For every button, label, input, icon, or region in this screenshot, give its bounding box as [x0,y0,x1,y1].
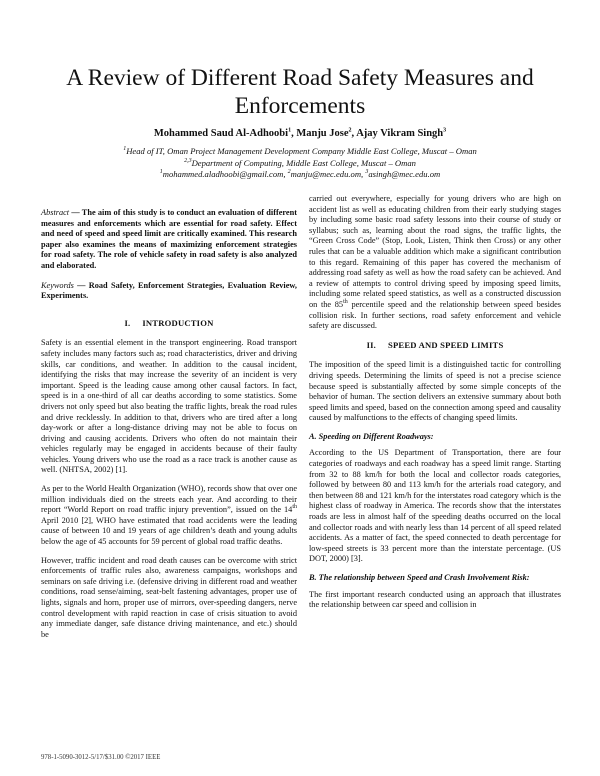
intro-paragraph-1: Safety is an essential element in the transport engineering. Road transport safety includes many factors such as; road characteristics, driver and driving skills, car conditions, and weather. In addition to the causal incident, identifying the risks that may increase the severity of an incident is very important. Speed is the leading cause among other causal factors. In fact, speed is in a one-third of all car deaths according to some statistics. Some drivers not only speed but also beating the traffic lights, break the road rules and drive recklessly. In addition to that, drivers who are tired after a long day-work or after a long-distance driving may not be able to focus on driving and causing accidents. Drivers who often do not maintain their vehicles regularly may be engaged in accidents because of their faulty vehicles. Young drivers who use the road as a race track is another cause as well. (NHTSA, 2002) [1]. [41,338,297,475]
keywords: Keywords — Road Safety, Enforcement Strategies, Evaluation Review, Experiments. [41,280,297,301]
affiliation-line-2: $^{2,3}$Department of Computing, Middle East College, Muscat – Oman [184,157,416,168]
author-1: Mohammed Saud Al-Adhoobi [153,128,289,139]
affiliation-line-1: $^1$Head of IT, Oman Project Management Development Company Middle East College, Muscat – Oman [123,146,477,156]
intro-paragraph-2: As per to the World Health Organization (WHO), records show that over one million individuals died on the streets each year. And according to their report “World Report on road traffic injury prevention”, issued on the 14th April 2010 [2], WHO have estimated that road accidents were the leading cause of between 10 and 19 years of age children’s death and young adults below the age of 45 accounts for 59 percent of global road traffic deaths. [41,484,297,547]
section-heading-speed: II. SPEED AND SPEED LIMITS [366,339,504,350]
subsection-heading-a: A. Speeding on Different Roadways: [309,431,434,441]
author-2: Manju Jose [296,128,349,139]
author-3: Ajay Vikram Singh [356,128,444,139]
right-column [309,194,561,619]
subsection-heading-b: B. The relationship between Speed and Crash Involvement Risk: [309,573,530,582]
author-list: Mohammed Saud Al-Adhoobi$^1$, Manju Jose$^2$, Ajay Vikram Singh$^3$ [153,127,447,139]
intro-paragraph-4: carried out everywhere, especially for young drivers who are high on accident list as well as educating children from their early studying stages by including some basic road safety lessons into their course of study or syllabus; such as, learning about the road signs, the traffic lights, the “Green Cross Code” (Stop, Look, Listen, Think then Cross) or any other rules that can be a valuable addition which make a significant contribution to this regard. Remaining of this paper has covered the mechanism of addressing road safety as well as how the road safety can be achieved. And a review of attempts to control driving speed by imposing speed limits, including some related speed statistics, as well as a constructed discussion on the 85th percentile speed and the relationship between speed besides collision risk. In further sections, road safety enforcement and vehicle safety are discussed. [309,194,561,331]
speed-paragraph-a: According to the US Department of Transportation, there are four categories of roadways and each roadway has a speed limit range. Starting from 32 to 88 km/h for both the local and collector roads categories, followed by between 80 and 113 km/h for the arterials road category, and then between 88 and 121 km/h for the interstates road category which is the highest class of roadway in America. The records show that the interstates roads are less in almost half of the speeding deaths occurred on the local and collector roads and with nearly less than 14 percent of all speed related accidents. As a matter of fact, the speed connected to death percentage for low-speed streets is 33 percent more than the interstate percentage. (US DOT, 2000) [3]. [309,448,561,564]
author-emails: $^1$mohammed.aladhoobi@gmail.com, $^2$manju@mec.edu.om, $^3$asingh@mec.edu.om [159,169,441,179]
intro-paragraph-3: However, traffic incident and road death causes can be overcome with strict enforcements of traffic rules also, awareness campaigns, workshops and seminars on safe driving i.e. (defensive driving in different road and weather conditions, road sense/aiming, seat-belt fastening advantages, proper use of lights, signals and horn, proper use of mirrors, over-speeding dangers, nerve control development with rapid reaction in case of crisis situation to avoid any immediate danger, safe distance driving maintenance, and etc.) should be [41,555,297,639]
left-column [41,208,297,648]
abstract: Abstract — The aim of this study is to conduct an evaluation of different measures and enforcements which are essential for road safety. Effect and need of speed and speed limit are critically examined. This research paper also examines the means of maximizing enforcement strategies for road safety. The role of vehicle safety in road safety is also analyzed and elaborated. [41,208,297,270]
speed-paragraph-1: The imposition of the speed limit is a distinguished tactic for controlling driving speeds. Determining the limits of speed is not a precise science because speed is substantially affected by some simple concepts of the behavior of human. The section delivers an extensive summary about both speed limits and speed, based on the connection among speed and causality caused by malfunctions to the effects of changing speed limits. [309,360,561,423]
copyright-footer: 978-1-5090-3012-5/17/$31.00 ©2017 IEEE [41,754,161,761]
section-heading-introduction: I. INTRODUCTION [124,317,214,328]
paper-title: A Review of Different Road Safety Measures and Enforcements [66,65,534,119]
affiliations [40,146,560,181]
speed-paragraph-b: The first important research conducted using an approach that illustrates the relationship between car speed and collision in [309,589,561,610]
